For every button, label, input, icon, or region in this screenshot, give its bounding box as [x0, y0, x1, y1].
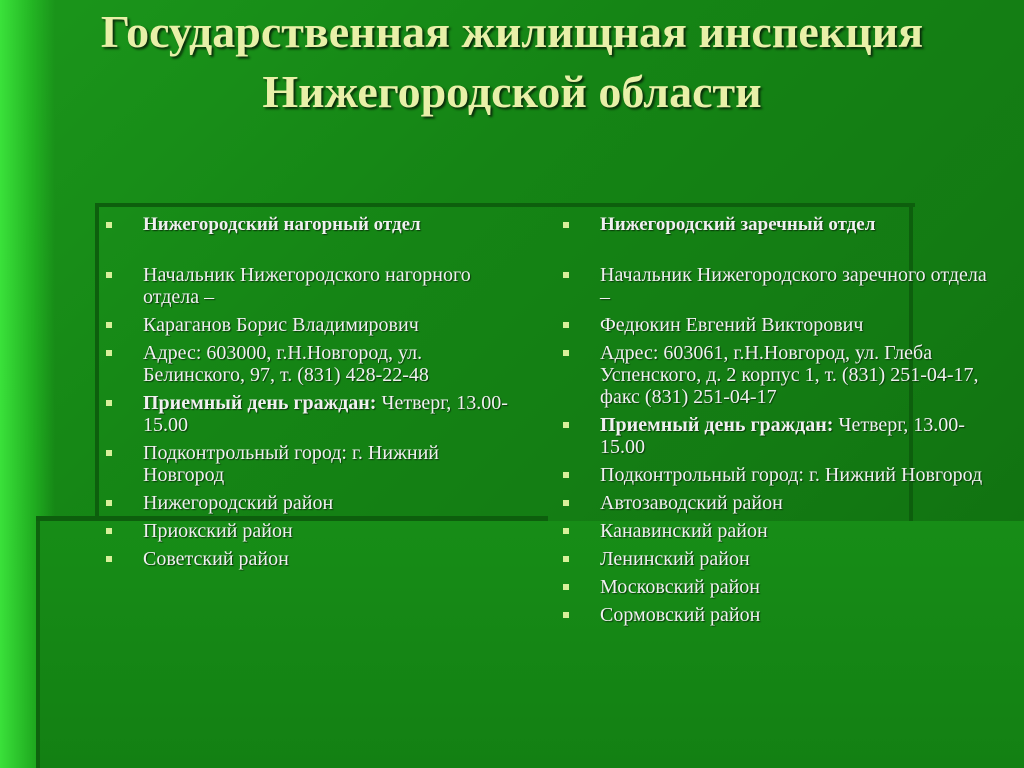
right-column	[560, 214, 990, 632]
bullet-icon	[563, 556, 569, 562]
bullet-icon	[106, 222, 112, 228]
left-city: Подконтрольный город: г. Нижний Новгород	[143, 442, 439, 486]
bullet-icon	[563, 472, 569, 478]
right-reception-item	[560, 414, 990, 458]
right-chief-label-item	[560, 264, 990, 308]
left-district-item	[103, 520, 523, 542]
right-address-item	[560, 342, 990, 408]
bullet-icon	[563, 528, 569, 534]
left-reception-item	[103, 392, 523, 436]
right-district: Сормовский район	[600, 604, 761, 626]
bullet-icon	[106, 450, 112, 456]
bullet-icon	[106, 400, 112, 406]
left-heading: Нижегородский нагорный отдел	[143, 214, 421, 235]
right-district-item	[560, 604, 990, 626]
right-address: Адрес: 603061, г.Н.Новгород, ул. Глеба Успенского, д. 2 корпус 1, т. (831) 251-04-17, факс (831) 251-04-17	[600, 342, 979, 408]
left-district-item	[103, 492, 523, 514]
bullet-icon	[106, 322, 112, 328]
panel-left-edge	[95, 203, 99, 521]
bullet-icon	[106, 272, 112, 278]
title-line-2: Нижегородской области	[262, 66, 762, 117]
left-column	[103, 214, 523, 576]
right-reception-label: Приемный день граждан:	[600, 414, 834, 436]
left-address: Адрес: 603000, г.Н.Новгород, ул. Белинского, 97, т. (831) 428-22-48	[143, 342, 429, 386]
left-address-item	[103, 342, 523, 386]
left-chief-label-item	[103, 264, 523, 308]
right-district: Московский район	[600, 576, 760, 598]
left-district: Нижегородский район	[143, 492, 334, 514]
right-chief-label: Начальник Нижегородского заречного отдела –	[600, 264, 987, 308]
bullet-icon	[106, 350, 112, 356]
bullet-icon	[106, 528, 112, 534]
bullet-icon	[563, 272, 569, 278]
left-chief-label: Начальник Нижегородского нагорного отдела –	[143, 264, 471, 308]
left-district: Советский район	[143, 548, 289, 570]
right-heading-item	[560, 214, 990, 236]
right-chief-name-item	[560, 314, 990, 336]
slide-title	[0, 2, 1024, 122]
right-district: Ленинский район	[600, 548, 750, 570]
right-district-item	[560, 548, 990, 570]
right-district-item	[560, 520, 990, 542]
left-city-item	[103, 442, 523, 486]
bullet-icon	[563, 222, 569, 228]
bullet-icon	[563, 422, 569, 428]
bullet-icon	[106, 500, 112, 506]
bullet-icon	[563, 350, 569, 356]
right-district-item	[560, 492, 990, 514]
right-city: Подконтрольный город: г. Нижний Новгород	[600, 464, 983, 486]
bullet-icon	[563, 584, 569, 590]
panel-top-edge	[95, 203, 915, 207]
right-heading: Нижегородский заречный отдел	[600, 214, 876, 235]
left-heading-item	[103, 214, 523, 236]
lower-panel-edge	[36, 521, 40, 768]
right-reception-value: Четверг, 13.00-15.00	[600, 414, 965, 458]
left-district-item	[103, 548, 523, 570]
bullet-icon	[563, 322, 569, 328]
title-line-1: Государственная жилищная инспекция	[100, 6, 924, 57]
bullet-icon	[106, 556, 112, 562]
left-reception-label: Приемный день граждан:	[143, 392, 377, 414]
left-chief-name-item	[103, 314, 523, 336]
bullet-icon	[563, 500, 569, 506]
bullet-icon	[563, 612, 569, 618]
right-district: Канавинский район	[600, 520, 768, 542]
left-district: Приокский район	[143, 520, 293, 542]
right-chief-name: Федюкин Евгений Викторович	[600, 314, 864, 336]
right-district-item	[560, 576, 990, 598]
left-chief-name: Караганов Борис Владимирович	[143, 314, 419, 336]
left-reception-value: Четверг, 13.00-15.00	[143, 392, 508, 436]
right-district: Автозаводский район	[600, 492, 783, 514]
right-city-item	[560, 464, 990, 486]
